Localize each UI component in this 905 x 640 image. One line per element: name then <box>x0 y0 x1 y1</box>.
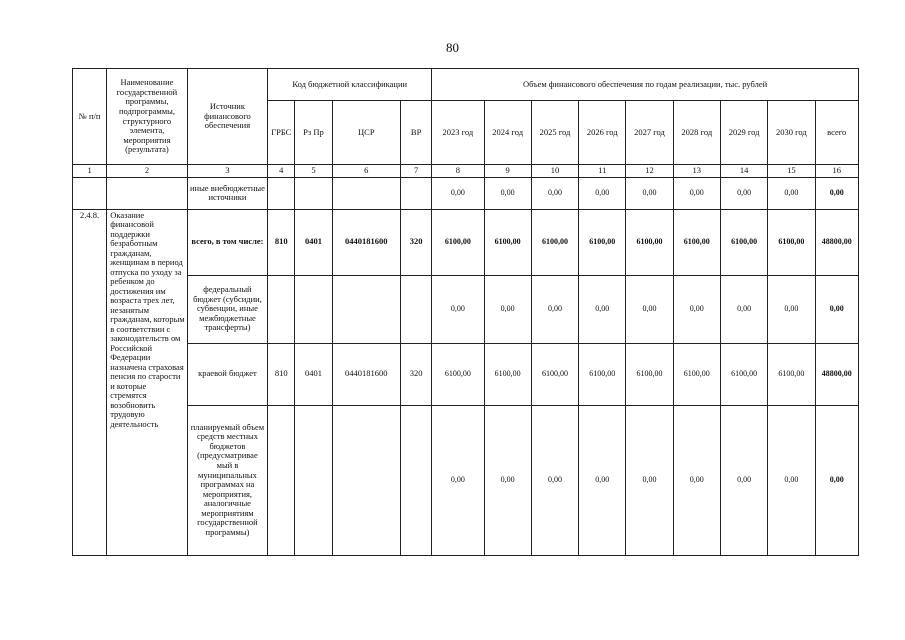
header-year: 2027 год <box>626 101 673 165</box>
value-cell: 0,00 <box>626 405 673 555</box>
value-cell: 0,00 <box>531 177 578 209</box>
value-total: 0,00 <box>815 177 859 209</box>
value-cell: 0,00 <box>432 275 484 343</box>
value-cell: 6100,00 <box>432 343 484 405</box>
column-number: 7 <box>401 165 432 178</box>
value-cell: 0,00 <box>673 177 720 209</box>
column-number: 13 <box>673 165 720 178</box>
column-number-row <box>73 165 859 178</box>
value-cell: 0,00 <box>768 275 815 343</box>
value-cell: 6100,00 <box>579 343 626 405</box>
column-number: 4 <box>268 165 295 178</box>
value-cell: 0,00 <box>720 177 767 209</box>
csr-cell: 0440181600 <box>332 209 400 275</box>
value-cell: 0,00 <box>432 177 484 209</box>
header-num: № п/п <box>73 69 107 165</box>
value-cell: 6100,00 <box>720 209 767 275</box>
source-regional: краевой бюджет <box>187 343 268 405</box>
column-number: 5 <box>295 165 332 178</box>
budget-table <box>72 68 859 556</box>
value-cell: 0,00 <box>484 405 531 555</box>
table-row-federal <box>73 275 859 343</box>
value-total: 0,00 <box>815 275 859 343</box>
value-cell: 6100,00 <box>626 209 673 275</box>
value-cell: 0,00 <box>484 177 531 209</box>
value-cell: 0,00 <box>531 405 578 555</box>
header-year: 2026 год <box>579 101 626 165</box>
value-cell: 6100,00 <box>531 343 578 405</box>
rzpr-cell: 0401 <box>295 343 332 405</box>
value-cell: 6100,00 <box>484 343 531 405</box>
value-cell: 0,00 <box>768 405 815 555</box>
value-cell: 6100,00 <box>579 209 626 275</box>
header-year: 2030 год <box>768 101 815 165</box>
table-row-total <box>73 209 859 275</box>
source-municipal: планируемый объем средств местных бюджетов (предусматривае мый в муниципальных программах на мероприятия, аналогичные мероприятиям государственной программы) <box>187 405 268 555</box>
page-number: 80 <box>446 40 459 55</box>
value-cell: 0,00 <box>626 177 673 209</box>
header-year: 2029 год <box>720 101 767 165</box>
header-total: всего <box>815 101 859 165</box>
item-index: 2.4.8. <box>73 209 107 555</box>
value-cell: 6100,00 <box>720 343 767 405</box>
header-kbk-group: Код бюджетной классификации <box>268 69 432 101</box>
value-cell: 0,00 <box>673 405 720 555</box>
header-year: 2025 год <box>531 101 578 165</box>
value-total: 48800,00 <box>815 343 859 405</box>
value-cell: 0,00 <box>484 275 531 343</box>
source-federal: федеральный бюджет (субсидии, субвенции, иные межбюджетные трансферты) <box>187 275 268 343</box>
header-volume-group: Объем финансового обеспечения по годам реализации, тыс. рублей <box>432 69 859 101</box>
table-row-regional <box>73 343 859 405</box>
table-row-other-sources <box>73 177 859 209</box>
column-number: 15 <box>768 165 815 178</box>
header-year: 2023 год <box>432 101 484 165</box>
header-csr: ЦСР <box>332 101 400 165</box>
value-cell: 6100,00 <box>768 209 815 275</box>
value-cell: 6100,00 <box>484 209 531 275</box>
column-number: 16 <box>815 165 859 178</box>
item-name: Оказание финансовой поддержки безработным гражданам, женщинам в период отпуска по уходу за ребенком до достижения им возраста трех лет, незанятым гражданам, которым в соответствии с законодательств ом Российской Федерации назначена страховая пенсия по старости и которые стремятся возобновить трудовую деятельность <box>107 209 188 555</box>
column-number: 10 <box>531 165 578 178</box>
column-number: 1 <box>73 165 107 178</box>
column-number: 14 <box>720 165 767 178</box>
vr-cell: 320 <box>401 209 432 275</box>
header-rzpr: Рз Пр <box>295 101 332 165</box>
value-cell: 0,00 <box>673 275 720 343</box>
column-number: 12 <box>626 165 673 178</box>
column-number: 11 <box>579 165 626 178</box>
vr-cell: 320 <box>401 343 432 405</box>
grbs-cell: 810 <box>268 343 295 405</box>
value-cell: 0,00 <box>626 275 673 343</box>
header-name: Наименование государственной программы, подпрограммы, структурного элемента, мероприятия (результата) <box>107 69 188 165</box>
header-source: Источник финансового обеспечения <box>187 69 268 165</box>
value-cell: 0,00 <box>579 275 626 343</box>
column-number: 9 <box>484 165 531 178</box>
value-cell: 0,00 <box>768 177 815 209</box>
rzpr-cell: 0401 <box>295 209 332 275</box>
column-number: 3 <box>187 165 268 178</box>
table-row-municipal <box>73 405 859 555</box>
column-number: 2 <box>107 165 188 178</box>
csr-cell: 0440181600 <box>332 343 400 405</box>
value-total: 0,00 <box>815 405 859 555</box>
grbs-cell: 810 <box>268 209 295 275</box>
header-year: 2024 год <box>484 101 531 165</box>
value-cell: 0,00 <box>579 177 626 209</box>
value-cell: 0,00 <box>579 405 626 555</box>
column-number: 8 <box>432 165 484 178</box>
value-cell: 0,00 <box>432 405 484 555</box>
source-total: всего, в том числе: <box>187 209 268 275</box>
source-other: иные внебюджетные источники <box>187 177 268 209</box>
value-cell: 0,00 <box>720 275 767 343</box>
value-cell: 0,00 <box>531 275 578 343</box>
value-cell: 6100,00 <box>768 343 815 405</box>
header-year: 2028 год <box>673 101 720 165</box>
column-number: 6 <box>332 165 400 178</box>
value-cell: 6100,00 <box>432 209 484 275</box>
value-total: 48800,00 <box>815 209 859 275</box>
value-cell: 6100,00 <box>626 343 673 405</box>
header-row <box>73 69 859 101</box>
value-cell: 6100,00 <box>673 209 720 275</box>
value-cell: 0,00 <box>720 405 767 555</box>
header-vr: ВР <box>401 101 432 165</box>
header-grbs: ГРБС <box>268 101 295 165</box>
value-cell: 6100,00 <box>673 343 720 405</box>
value-cell: 6100,00 <box>531 209 578 275</box>
